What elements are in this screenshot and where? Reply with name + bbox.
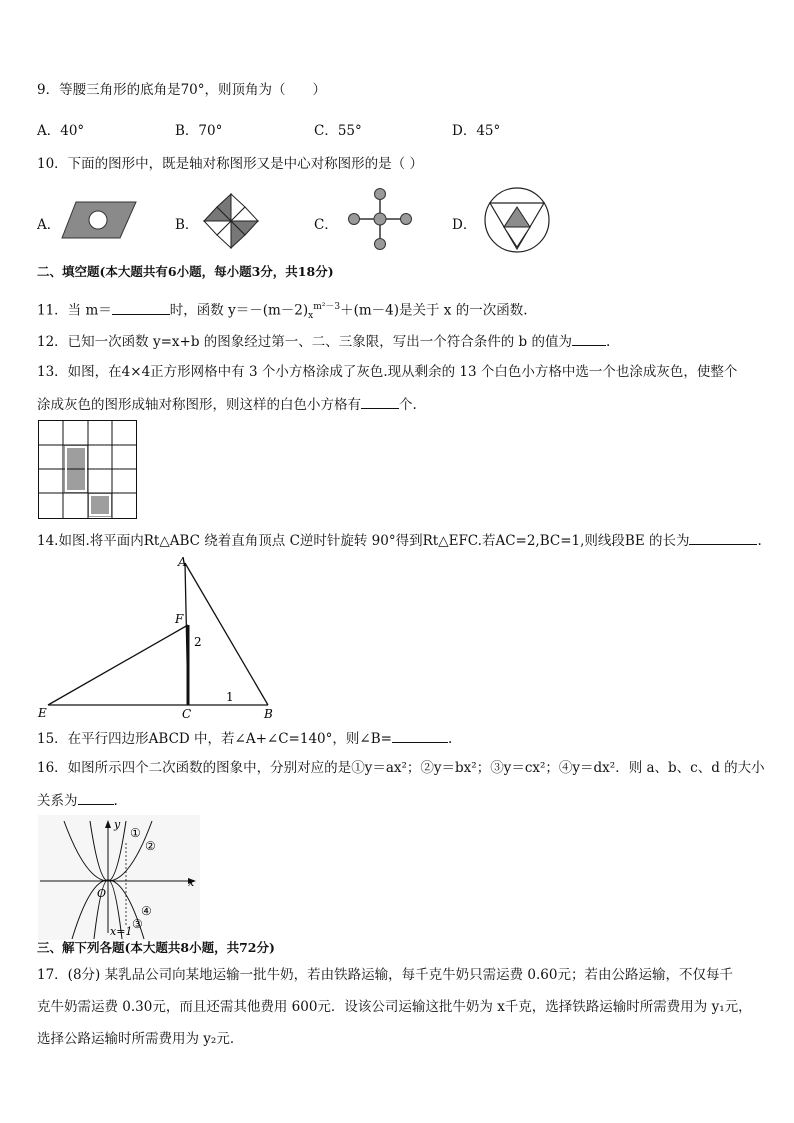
- side-label-2: 2: [194, 635, 202, 649]
- q10-option-a-label[interactable]: A．: [37, 217, 61, 233]
- x-equals-1-label: x=1: [110, 925, 133, 938]
- option-label: A．: [37, 123, 61, 139]
- curve-label-2: ②: [145, 839, 156, 853]
- q16-parabola-figure: [38, 815, 200, 940]
- q12-text: [37, 331, 610, 352]
- q9-option-a[interactable]: [37, 119, 84, 139]
- q12-prefix: 12．已知一次函数 y=x+b 的图象经过第一、二、三象限，写出一个符合条件的 b 的值为: [37, 334, 572, 350]
- q10-figure-b-pinwheel: [200, 190, 262, 252]
- left-circle: [349, 214, 360, 225]
- q16-prefix: 16．如图所示四个二次函数的图象中，分别对应的是: [37, 760, 352, 776]
- segment-ef: [48, 625, 188, 705]
- q10-option-d-label[interactable]: D．: [452, 217, 477, 233]
- q17-line-3: 选择公路运输时所需费用为 y₂元．: [37, 1031, 244, 1047]
- side-label-1: 1: [226, 690, 234, 704]
- q12-suffix: .: [606, 334, 611, 350]
- section-3-heading: 三、解下列各题(本大题共8小题，共72分): [37, 940, 275, 955]
- option-value: 70°: [198, 123, 223, 139]
- label-c: C: [182, 707, 192, 721]
- q9-option-c[interactable]: [314, 119, 362, 139]
- q11-mid: 时，函数 y＝－(m－2): [169, 302, 309, 319]
- option-label: B．: [175, 123, 199, 139]
- y-axis-label: y: [114, 818, 121, 831]
- option-value: 45°: [476, 123, 501, 139]
- x-axis-label: x: [188, 876, 195, 889]
- right-circle: [401, 214, 412, 225]
- q12-answer-blank[interactable]: [572, 331, 606, 346]
- label-f: F: [175, 612, 184, 626]
- q10-stem: 10．下面的图形中，既是轴对称图形又是中心对称图形的是（ ）: [37, 156, 423, 172]
- q16-item-2: ②y＝bx²: [420, 760, 477, 776]
- q14-answer-blank[interactable]: [689, 530, 757, 545]
- bottom-circle: [375, 239, 386, 250]
- label-a: A: [178, 555, 187, 569]
- q15-text: [37, 728, 452, 749]
- q16-item-4: ④y＝dx²: [558, 760, 616, 776]
- center-circle: [374, 213, 386, 225]
- q16-line2-suffix: .: [113, 793, 118, 809]
- q10-option-c-label[interactable]: C．: [314, 217, 338, 233]
- q14-triangle-figure: [30, 555, 290, 725]
- option-value: 55°: [337, 123, 362, 139]
- q10-figure-d-circle-triangles: [482, 187, 552, 253]
- q11-text: [37, 297, 528, 326]
- q14-suffix: .: [757, 533, 762, 549]
- q14-prefix: 14.如图.将平面内Rt△ABC 绕着直角顶点 C逆时针旋转 90°得到Rt△EFC.若AC=2,BC=1,则线段BE 的长为: [37, 533, 690, 549]
- option-label: D．: [452, 123, 477, 139]
- q17-line-2: 克牛奶需运费 0.30元，而且还需其他费用 600元．设该公司运输这批牛奶为 x千克，选择铁路运输时所需费用为 y₁元，: [37, 999, 752, 1015]
- q13-line-1: 13．如图，在4×4正方形网格中有 3 个小方格涂成了灰色.现从剩余的 13 个白色小方格中选一个也涂成灰色，使整个: [37, 364, 738, 380]
- q11-answer-blank[interactable]: [112, 300, 170, 315]
- option-value: 40°: [60, 123, 85, 139]
- q10-figure-a-parallelogram-with-circle: [60, 198, 140, 242]
- q16-suffix: ．则 a、b、c、d 的大小: [615, 760, 765, 776]
- q15-prefix: 15．在平行四边形ABCD 中，若∠A+∠C=140°，则∠B=: [37, 731, 392, 747]
- q13-line-2: [37, 394, 417, 415]
- option-label: C．: [314, 123, 338, 139]
- q15-suffix: .: [447, 731, 453, 747]
- section-2-heading: 二、填空题(本大题共有6小题，每小题3分，共18分): [37, 264, 334, 279]
- circle-shape: [89, 211, 107, 229]
- curve-label-3: ③: [132, 917, 143, 931]
- q9-stem: 9．等腰三角形的底角是70°，则顶角为（ ）: [37, 82, 327, 98]
- curve-label-4: ④: [141, 904, 152, 918]
- q16-line2-prefix: 关系为: [37, 793, 78, 809]
- q16-answer-blank[interactable]: [78, 790, 114, 805]
- label-e: E: [38, 706, 47, 720]
- label-b: B: [264, 707, 273, 721]
- q9-option-b[interactable]: [175, 119, 222, 139]
- q9-option-d[interactable]: [452, 119, 500, 139]
- grid-lines: [38, 420, 137, 519]
- q13-line2-suffix: 个.: [399, 397, 417, 413]
- q10-figure-c-cross-of-circles: [345, 187, 415, 253]
- segment-ab: [185, 563, 268, 705]
- q16-item-3: ③y＝cx²: [490, 760, 546, 776]
- q17-line-1: 17．(8分) 某乳品公司向某地运输一批牛奶，若由铁路运输，每千克牛奶只需运费 0.60元；若由公路运输，不仅每千: [37, 967, 733, 983]
- curve-label-1: ①: [130, 826, 141, 840]
- q11-exponent: m²－3: [313, 302, 341, 312]
- q15-answer-blank[interactable]: [392, 728, 448, 743]
- q16-line-1: 16．如图所示四个二次函数的图象中，分别对应的是①y＝ax²；②y＝bx²；③y＝cx²；④y＝dx²．则 a、b、c、d 的大小: [37, 760, 765, 776]
- origin-label: O: [97, 887, 107, 900]
- q10-option-b-label[interactable]: B．: [175, 217, 199, 233]
- q11-prefix: 11．当 m＝: [37, 302, 112, 319]
- q13-answer-blank[interactable]: [361, 394, 399, 409]
- gray-cell-bottom: [88, 493, 112, 517]
- q14-text: [37, 530, 762, 551]
- q11-suffix: ＋(m－4)是关于 x 的一次函数.: [340, 302, 528, 319]
- q13-grid-figure: [38, 420, 138, 520]
- q16-line-2: [37, 790, 118, 811]
- top-circle: [375, 189, 386, 200]
- q11-base: x: [308, 311, 314, 322]
- q16-item-1: ①y＝ax²: [351, 760, 407, 776]
- q13-line2-prefix: 涂成灰色的图形成轴对称图形，则这样的白色小方格有: [37, 397, 361, 413]
